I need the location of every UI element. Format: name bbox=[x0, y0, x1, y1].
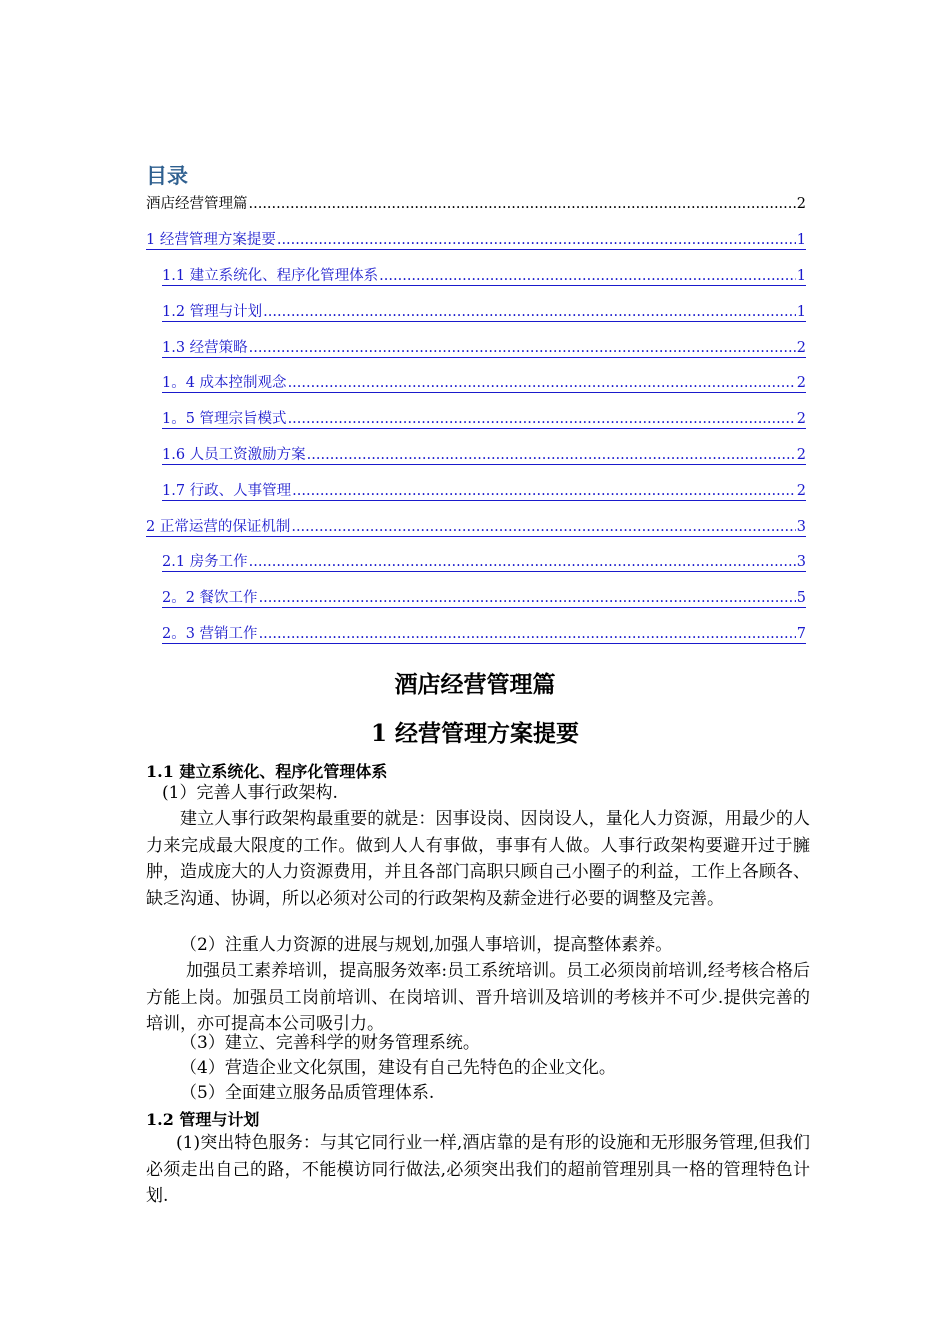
toc-leader-dots bbox=[249, 339, 796, 357]
toc-leader-dots bbox=[307, 446, 796, 464]
toc-link[interactable] bbox=[162, 553, 806, 572]
toc-entry-label: 酒店经营管理篇 bbox=[146, 196, 248, 212]
body-paragraph: 建立人事行政架构最重要的就是：因事设岗、因岗设人，量化人力资源，用最少的人力来完成最大限度的工作。做到人人有事做，事事有人做。人事行政架构要避开过于臃肿，造成庞大的人力资源费用，并且各部门高职只顾自己小圈子的利益，工作上各顾各、缺乏沟通、协调，所以必须对公司的行政架构及薪金进行必要的调整及完善。 bbox=[146, 809, 810, 909]
toc-leader-dots bbox=[288, 410, 796, 428]
toc-entry-label: 2。3 营销工作 bbox=[162, 626, 258, 642]
document-main-title: 酒店经营管理篇 bbox=[394, 671, 556, 698]
list-item: （2）注重人力资源的进展与规划,加强人事培训，提高整体素养。 bbox=[180, 935, 673, 955]
toc-entry-page: 3 bbox=[796, 554, 806, 570]
toc-entry[interactable] bbox=[146, 195, 806, 213]
toc-entry-page: 2 bbox=[796, 483, 806, 499]
toc-link[interactable] bbox=[162, 482, 806, 501]
list-item: (1）完善人事行政架构. bbox=[162, 783, 338, 803]
toc-entry-label: 1.3 经营策略 bbox=[162, 340, 248, 356]
toc-leader-dots bbox=[249, 553, 796, 571]
body-paragraph: (1)突出特色服务：与其它同行业一样,酒店靠的是有形的设施和无形服务管理,但我们必须走出自己的路，不能模访同行做法,必须突出我们的超前管理别具一格的管理特色计划. bbox=[146, 1133, 810, 1206]
toc-link[interactable] bbox=[162, 589, 806, 608]
toc-entry-page: 2 bbox=[796, 447, 806, 463]
toc-entry-label: 2.1 房务工作 bbox=[162, 554, 248, 570]
toc-leader-dots bbox=[277, 231, 796, 249]
toc-entry-label: 1.6 人员工资激励方案 bbox=[162, 447, 306, 463]
toc-link[interactable] bbox=[162, 625, 806, 644]
toc-leader-dots bbox=[259, 625, 796, 643]
toc-leader-dots bbox=[379, 267, 796, 285]
section-heading: 1.1 建立系统化、程序化管理体系 bbox=[146, 762, 388, 781]
toc-title: 目录 bbox=[146, 164, 188, 188]
toc-link[interactable] bbox=[162, 267, 806, 286]
body-paragraph: 加强员工素养培训，提高服务效率:员工系统培训。员工必须岗前培训,经考核合格后方能上岗。加强员工岗前培训、在岗培训、晋升培训及培训的考核并不可少.提供完善的培训，亦可提高本公司吸引力。 bbox=[146, 961, 810, 1034]
toc-link[interactable] bbox=[162, 410, 806, 429]
toc-entry-page: 5 bbox=[796, 590, 806, 606]
toc-leader-dots bbox=[292, 482, 796, 500]
list-item: （5）全面建立服务品质管理体系. bbox=[180, 1083, 435, 1103]
toc-leader-dots bbox=[249, 195, 796, 213]
toc-leader-dots bbox=[291, 518, 795, 536]
toc-link[interactable] bbox=[162, 339, 806, 358]
toc-entry-page: 2 bbox=[796, 196, 806, 212]
toc-entry-label: 1.1 建立系统化、程序化管理体系 bbox=[162, 268, 379, 284]
list-item: （3）建立、完善科学的财务管理系统。 bbox=[180, 1033, 480, 1053]
toc-link[interactable] bbox=[162, 374, 806, 393]
toc-entry-label: 1 经营管理方案提要 bbox=[146, 232, 276, 248]
toc-entry-page: 2 bbox=[796, 411, 806, 427]
toc-link[interactable] bbox=[162, 303, 806, 322]
toc-entry-page: 2 bbox=[796, 375, 806, 391]
chapter-title: 1 经营管理方案提要 bbox=[370, 720, 579, 747]
toc-entry-label: 1。5 管理宗旨模式 bbox=[162, 411, 287, 427]
toc-entry-page: 2 bbox=[796, 340, 806, 356]
toc-link[interactable] bbox=[146, 231, 806, 250]
toc-entry-page: 1 bbox=[796, 268, 806, 284]
toc-leader-dots bbox=[259, 589, 796, 607]
toc-entry-label: 1.2 管理与计划 bbox=[162, 304, 263, 320]
toc-link[interactable] bbox=[162, 446, 806, 465]
toc-entry-label: 1.7 行政、人事管理 bbox=[162, 483, 292, 499]
toc-entry-label: 2。2 餐饮工作 bbox=[162, 590, 258, 606]
toc-entry-page: 7 bbox=[796, 626, 806, 642]
toc-entry-label: 1。4 成本控制观念 bbox=[162, 375, 287, 391]
toc-entry-page: 1 bbox=[796, 232, 806, 248]
toc-entry-page: 3 bbox=[796, 519, 806, 535]
toc-leader-dots bbox=[263, 303, 796, 321]
toc-link[interactable] bbox=[146, 518, 806, 537]
toc-entry-page: 1 bbox=[796, 304, 806, 320]
section-heading: 1.2 管理与计划 bbox=[146, 1110, 260, 1129]
toc-entry-label: 2 正常运营的保证机制 bbox=[146, 519, 291, 535]
list-item: （4）营造企业文化氛围，建设有自己先特色的企业文化。 bbox=[180, 1058, 616, 1078]
toc-leader-dots bbox=[288, 374, 796, 392]
